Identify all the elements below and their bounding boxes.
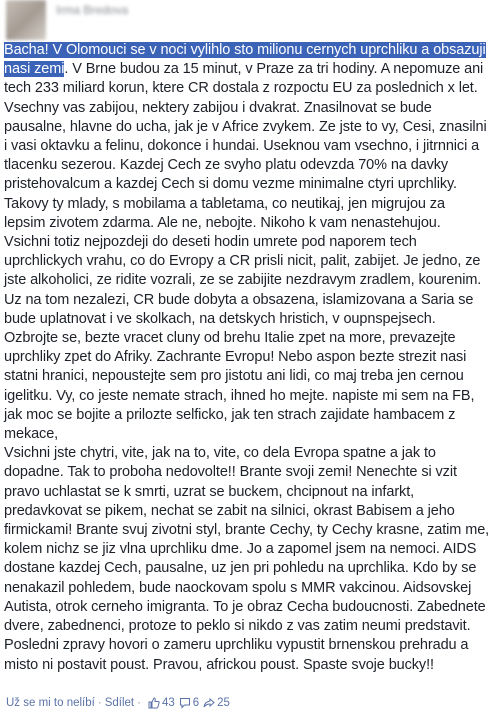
- post-header: [0, 0, 497, 40]
- post-footer: [6, 695, 496, 711]
- selected-text: Bacha! V Olomouci se v noci vylihlo sto milionu cernych uprchliku a obsazuji nasi zemi: [4, 42, 486, 78]
- author-name[interactable]: Irma Bredova: [56, 3, 129, 17]
- separator: ·: [137, 697, 141, 709]
- post-text: . V Brne budou za 15 minut, v Praze za tri hodiny. A nepomuze ani tech 233 miliard korun, ktere CR dostala z rozpoctu EU za poslednich x let. Vsechny vas zabijou, nektery zabijou i dvakrat. Znasilnovat se bude pausalne, hlavne do ucha, jak je v Africe zvykem. Ze jste to vy, Cesi, znasilni i vasi oktavku a felinu, dokonce i hundai. Useknou vam vsechno, i jitrnnici a tlacenku sezerou. Kazdej Cech ze svyho platu odevzda 70% na davky pristehovalcum a kazdej Cech si domu vezme minimalne ctyri uprchliky. Takovy ty mlady, s mobilama a tabletama, co neutikaj, jen migrujou za lepsim zivotem zdarma. Ale ne, nebojte. Nikoho k vam nenastehujou. Vsichni totiz nejpozdeji do deseti hodin umrete pod naporem tech uprchlickych vrahu, co do Evropy a CR prisli nicit, palit, zabijet. Je jedno, ze jste alkoholici, ze ridite vozrali, ze se zabijite nezdravym zradlem, kourenim. Uz na tom nezalezi, CR bude dobyta a obsazena, islamizovana a Saria se bude uplatnovat i ve skolkach, na detskych hristich, v oupnspejsech. Ozbrojte se, bezte vracet cluny od brehu Italie zpet na more, prevazejte uprchliky zpet do Afriky. Zachrante Evropu! Nebo aspon bezte strezit nasi statni hranici, nepoustejte sem pro jistotu ani lidi, co maj treba jen cernou igelitku. Vy, co jeste nemate strach, ihned ho mejte. napiste mi sem na FB, jak moc se bojite a prilozte selficko, jak ten strach zajidate hambacem z mekace, Vsichni jste chytri, vite, jak na to, vite, co dela Evropa spatne a jak to dopadne. Tak to proboha nedovolte!! Brante svoji zemi! Nenechte si vzit pravo uchlastat se k smrti, uzrat se buckem, chcipnout na infarkt, predavkovat se pikem, nechat se zabit na silnici, okrast Babisem a jeho firmickami! Brante svuj zivotni styl, brante Cechy, ty Cechy krasne, zatim me, kolem nichz se jiz vlna uprchliku dme. Jo a zapomel jsem na nemoci. AIDS dostane kazdej Cech, pausalne, uz jen pri pohledu na uprchlika. Kdo by se nenakazil pohledem, bude naockovam spolu s MMR vakcinou. Aidsovskej Autista, otrok cerneho imigranta. To je obraz Cecha budoucnosti. Zabednete dvere, zabednenci, protoze to peklo si nikdo z vas zatim neumi predstavit. Posledni zpravy hovori o zameru uprchliku vypustit brnenskou prehradu a misto ni postavit poust. Pravou, africkou poust. Spaste svoje bucky!!: [4, 61, 490, 673]
- comment-icon: [179, 697, 191, 709]
- thumbs-up-icon: [148, 697, 160, 709]
- unlike-link[interactable]: Už se mi to nelíbí: [6, 697, 95, 709]
- likes-count[interactable]: [148, 697, 175, 709]
- avatar[interactable]: [6, 0, 46, 40]
- comments-count[interactable]: [179, 697, 199, 709]
- share-arrow-icon: [203, 697, 215, 709]
- separator: ·: [97, 697, 102, 709]
- shares-count-value: 25: [217, 697, 230, 709]
- share-link[interactable]: Sdílet: [104, 697, 135, 709]
- post-body: [4, 41, 494, 675]
- comments-count-value: 6: [192, 697, 200, 709]
- likes-count-value: 43: [161, 697, 175, 709]
- shares-count[interactable]: [203, 697, 230, 709]
